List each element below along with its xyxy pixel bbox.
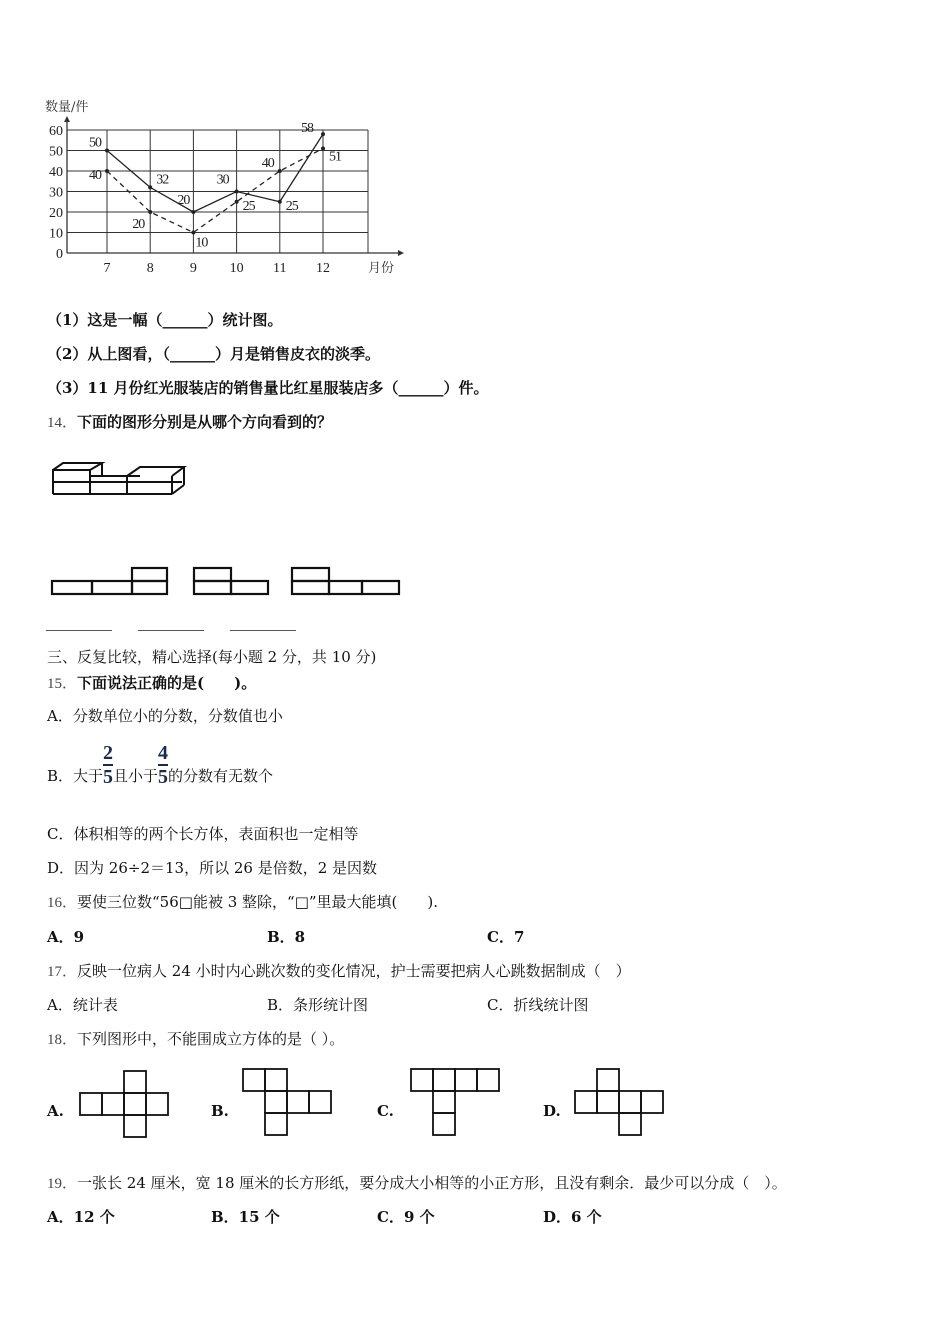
y-axis-label: 数量/件 xyxy=(45,100,89,115)
q15-text: 下面说法正确的是( )。 xyxy=(77,674,257,692)
q18-option-a[interactable]: A. xyxy=(47,1102,64,1120)
net-square xyxy=(433,1113,455,1135)
y-tick-label: 0 xyxy=(56,247,63,262)
y-tick-label: 30 xyxy=(49,185,63,201)
data-label-solid: 30 xyxy=(216,172,229,188)
net-square xyxy=(455,1069,477,1091)
q17-text: 反映一位病人 24 小时内心跳次数的变化情况，护士需要把病人心跳数据制成（ ） xyxy=(77,962,631,980)
q13-sub3: （3）11 月份红光服装店的销售量比红星服装店多（______）件。 xyxy=(47,379,489,397)
q14-number: 14． xyxy=(47,415,78,431)
q18-option-b[interactable]: B. xyxy=(211,1102,229,1120)
net-c xyxy=(411,1069,499,1135)
net-square xyxy=(102,1093,124,1115)
x-tick-label: 12 xyxy=(316,261,330,276)
net-square xyxy=(287,1091,309,1113)
q18-number: 18． xyxy=(47,1032,78,1048)
x-tick-label: 8 xyxy=(146,261,154,276)
q16-option-b[interactable]: B．8 xyxy=(267,928,306,946)
data-label-solid: 20 xyxy=(177,193,190,208)
net-square xyxy=(80,1093,102,1115)
q17-option-a[interactable]: A．统计表 xyxy=(47,996,118,1014)
q19-option-a[interactable]: A．12 个 xyxy=(47,1208,115,1226)
data-label-solid: 50 xyxy=(89,135,101,151)
net-square xyxy=(124,1071,146,1093)
q13-sub2: （2）从上图看，（______）月是销售皮衣的淡季。 xyxy=(47,345,380,363)
data-label-dashed: 51 xyxy=(329,149,341,165)
net-square xyxy=(597,1091,619,1113)
net-square xyxy=(619,1091,641,1113)
net-square xyxy=(309,1091,331,1113)
q15-option-a[interactable]: A．分数单位小的分数，分数值也小 xyxy=(47,707,283,725)
data-label-solid: 32 xyxy=(156,172,169,188)
net-square xyxy=(265,1091,287,1113)
x-tick-label: 7 xyxy=(103,261,111,276)
net-b xyxy=(243,1069,331,1135)
q18-option-d[interactable]: D. xyxy=(543,1102,561,1120)
q17-option-c[interactable]: C．折线统计图 xyxy=(487,996,589,1014)
data-label-solid: 58 xyxy=(301,121,313,137)
numerator: 4 xyxy=(158,742,169,764)
net-square xyxy=(265,1113,287,1135)
net-square xyxy=(146,1093,168,1115)
q18-text: 下列图形中，不能围成立方体的是（ ）。 xyxy=(77,1030,345,1048)
q15-number: 15． xyxy=(47,676,78,692)
x-axis-label: 月份 xyxy=(368,261,395,276)
net-square xyxy=(265,1069,287,1091)
denominator: 5 xyxy=(158,766,169,788)
x-tick-label: 11 xyxy=(273,261,287,276)
denominator: 5 xyxy=(103,766,114,788)
x-tick-label: 9 xyxy=(189,261,197,276)
data-label-dashed: 25 xyxy=(242,198,255,214)
q19-option-c[interactable]: C．9 个 xyxy=(377,1208,435,1226)
y-tick-label: 20 xyxy=(49,206,63,221)
q16-text: 要使三位数“56□能被 3 整除，“□”里最大能填( ). xyxy=(77,893,439,911)
y-tick-label: 60 xyxy=(49,124,63,139)
x-tick-label: 10 xyxy=(229,261,244,276)
q19-option-b[interactable]: B．15 个 xyxy=(211,1208,280,1226)
numerator: 2 xyxy=(103,742,114,764)
y-tick-label: 50 xyxy=(49,144,63,160)
q19-option-d[interactable]: D．6 个 xyxy=(543,1208,602,1226)
net-square xyxy=(411,1069,433,1091)
q15-option-c[interactable]: C．体积相等的两个长方体，表面积也一定相等 xyxy=(47,825,359,843)
q16-option-c[interactable]: C．7 xyxy=(487,928,525,946)
q16-option-a[interactable]: A．9 xyxy=(47,928,85,946)
q17-number: 17． xyxy=(47,964,78,980)
net-square xyxy=(619,1113,641,1135)
data-label-dashed: 20 xyxy=(132,217,145,232)
net-square xyxy=(433,1069,455,1091)
data-label-solid: 25 xyxy=(285,198,298,214)
q18-option-c[interactable]: C. xyxy=(377,1102,394,1120)
net-d xyxy=(575,1069,663,1135)
net-square xyxy=(433,1091,455,1113)
y-tick-label: 40 xyxy=(49,165,63,180)
net-square xyxy=(477,1069,499,1091)
q19-question xyxy=(47,1173,787,1194)
q15-option-d[interactable]: D．因为 26÷2＝13，所以 26 是倍数，2 是因数 xyxy=(47,859,378,877)
q15-b-end: 的分数有无数个 xyxy=(168,767,274,785)
data-label-dashed: 40 xyxy=(261,156,274,171)
q13-sub1: （1）这是一幅（______）统计图。 xyxy=(47,311,283,329)
net-a xyxy=(80,1071,168,1137)
q19-text: 一张长 24 厘米，宽 18 厘米的长方形纸，要分成大小相等的小正方形，且没有剩余．最少可以分成（ ）。 xyxy=(77,1174,787,1192)
net-square xyxy=(124,1093,146,1115)
q15-b-label: B．大于 xyxy=(47,767,104,785)
q14-text: 下面的图形分别是从哪个方向看到的？ xyxy=(77,413,333,431)
data-label-dashed: 10 xyxy=(195,235,208,251)
q19-number: 19． xyxy=(47,1176,78,1192)
y-tick-label: 10 xyxy=(49,226,63,242)
net-square xyxy=(597,1069,619,1091)
q15-b-mid: 且小于 xyxy=(113,767,159,785)
section-3-heading: 三、反复比较，精心选择(每小题 2 分，共 10 分) xyxy=(47,648,377,666)
data-label-dashed: 40 xyxy=(89,168,101,183)
net-square xyxy=(641,1091,663,1113)
net-square xyxy=(243,1069,265,1091)
net-square xyxy=(575,1091,597,1113)
net-square xyxy=(124,1115,146,1137)
q16-number: 16． xyxy=(47,895,78,911)
q17-option-b[interactable]: B．条形统计图 xyxy=(267,996,369,1014)
